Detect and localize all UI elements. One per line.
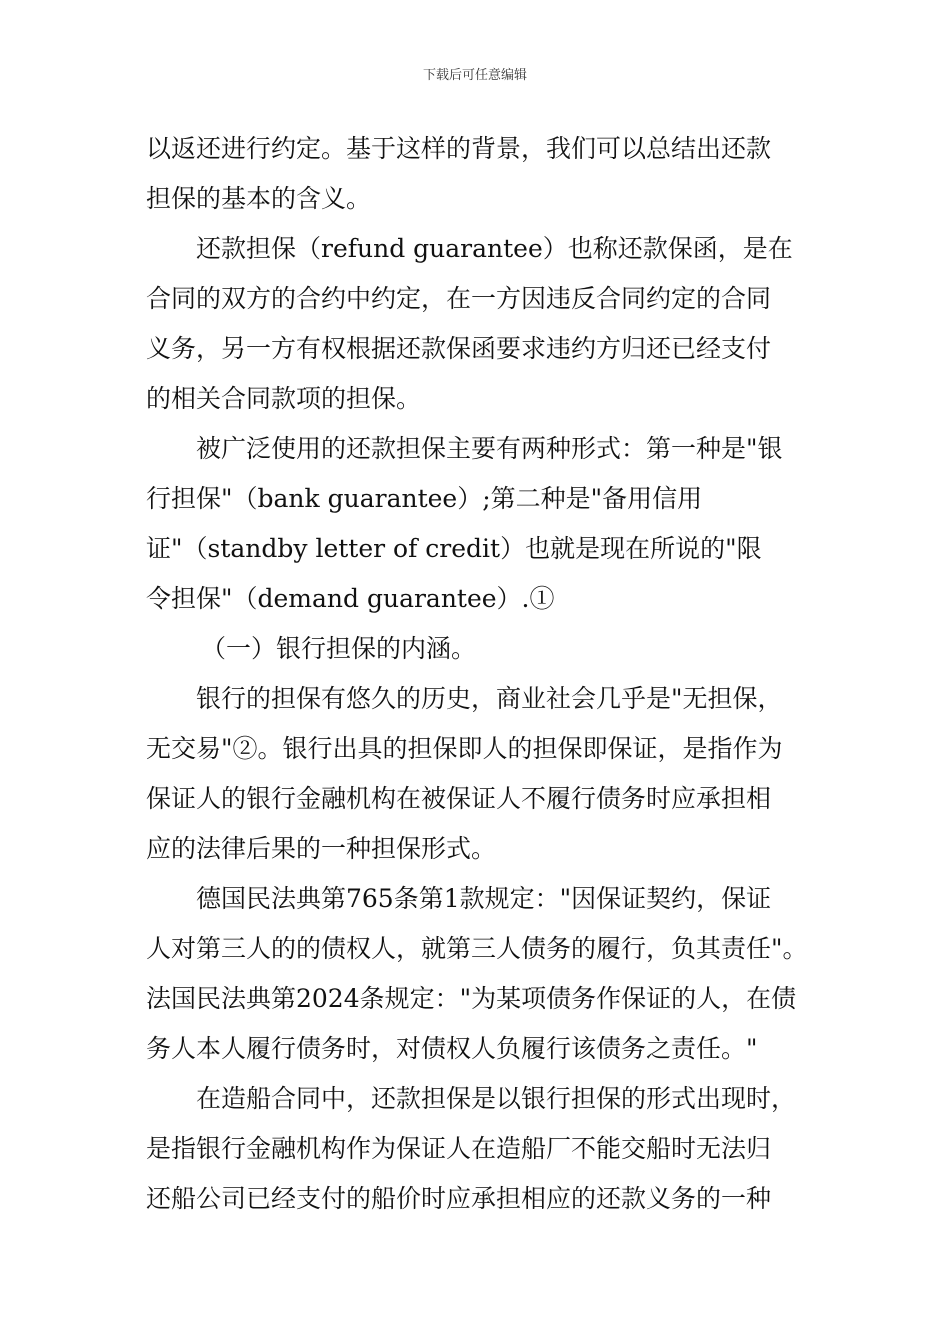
paragraph-start: 被广泛使用的还款担保主要有两种形式：第一种是"银 (196, 434, 783, 463)
text-line: 以返还进行约定。基于这样的背景，我们可以总结出还款 (146, 134, 772, 163)
text-line: 义务，另一方有权根据还款保函要求违约方归还已经支付 (146, 334, 772, 363)
text-line: 还船公司已经支付的船价时应承担相应的还款义务的一种 (146, 1184, 772, 1213)
text-line: 是指银行金融机构作为保证人在造船厂不能交船时无法归 (146, 1134, 772, 1163)
text-line: 行担保"（bank guarantee）;第二种是"备用信用 (146, 484, 703, 513)
text-line: 合同的双方的合约中约定，在一方因违反合同约定的合同 (146, 284, 772, 313)
text-line: 应的法律后果的一种担保形式。 (146, 834, 497, 863)
text-line: 法国民法典第2024条规定："为某项债务作保证的人，在债 (146, 984, 797, 1013)
text-line: 无交易"②。银行出具的担保即人的担保即保证，是指作为 (146, 734, 783, 763)
paragraph-start: 银行的担保有悠久的历史，商业社会几乎是"无担保， (196, 684, 783, 713)
page-header: 下载后可任意编辑 (422, 68, 527, 83)
paragraph-start: 在造船合同中，还款担保是以银行担保的形式出现时， (196, 1084, 797, 1113)
text-line: 证"（standby letter of credit）也就是现在所说的"限 (146, 534, 762, 563)
paragraph-start: 还款担保（refund guarantee）也称还款保函，是在 (196, 234, 793, 263)
text-line: 务人本人履行债务时，对债权人负履行该债务之责任。" (146, 1034, 758, 1063)
section-heading: （一）银行担保的内涵。 (201, 634, 477, 663)
paragraph-start: 德国民法典第765条第1款规定："因保证契约，保证 (196, 884, 772, 913)
text-line: 的相关合同款项的担保。 (146, 384, 422, 413)
text-line: 担保的基本的含义。 (146, 184, 372, 213)
document-body (146, 128, 816, 1228)
text-line: 令担保"（demand guarantee）.① (146, 584, 555, 613)
text-line: 人对第三人的的债权人，就第三人债务的履行，负其责任"。 (146, 934, 808, 963)
text-line: 保证人的银行金融机构在被保证人不履行债务时应承担相 (146, 784, 772, 813)
